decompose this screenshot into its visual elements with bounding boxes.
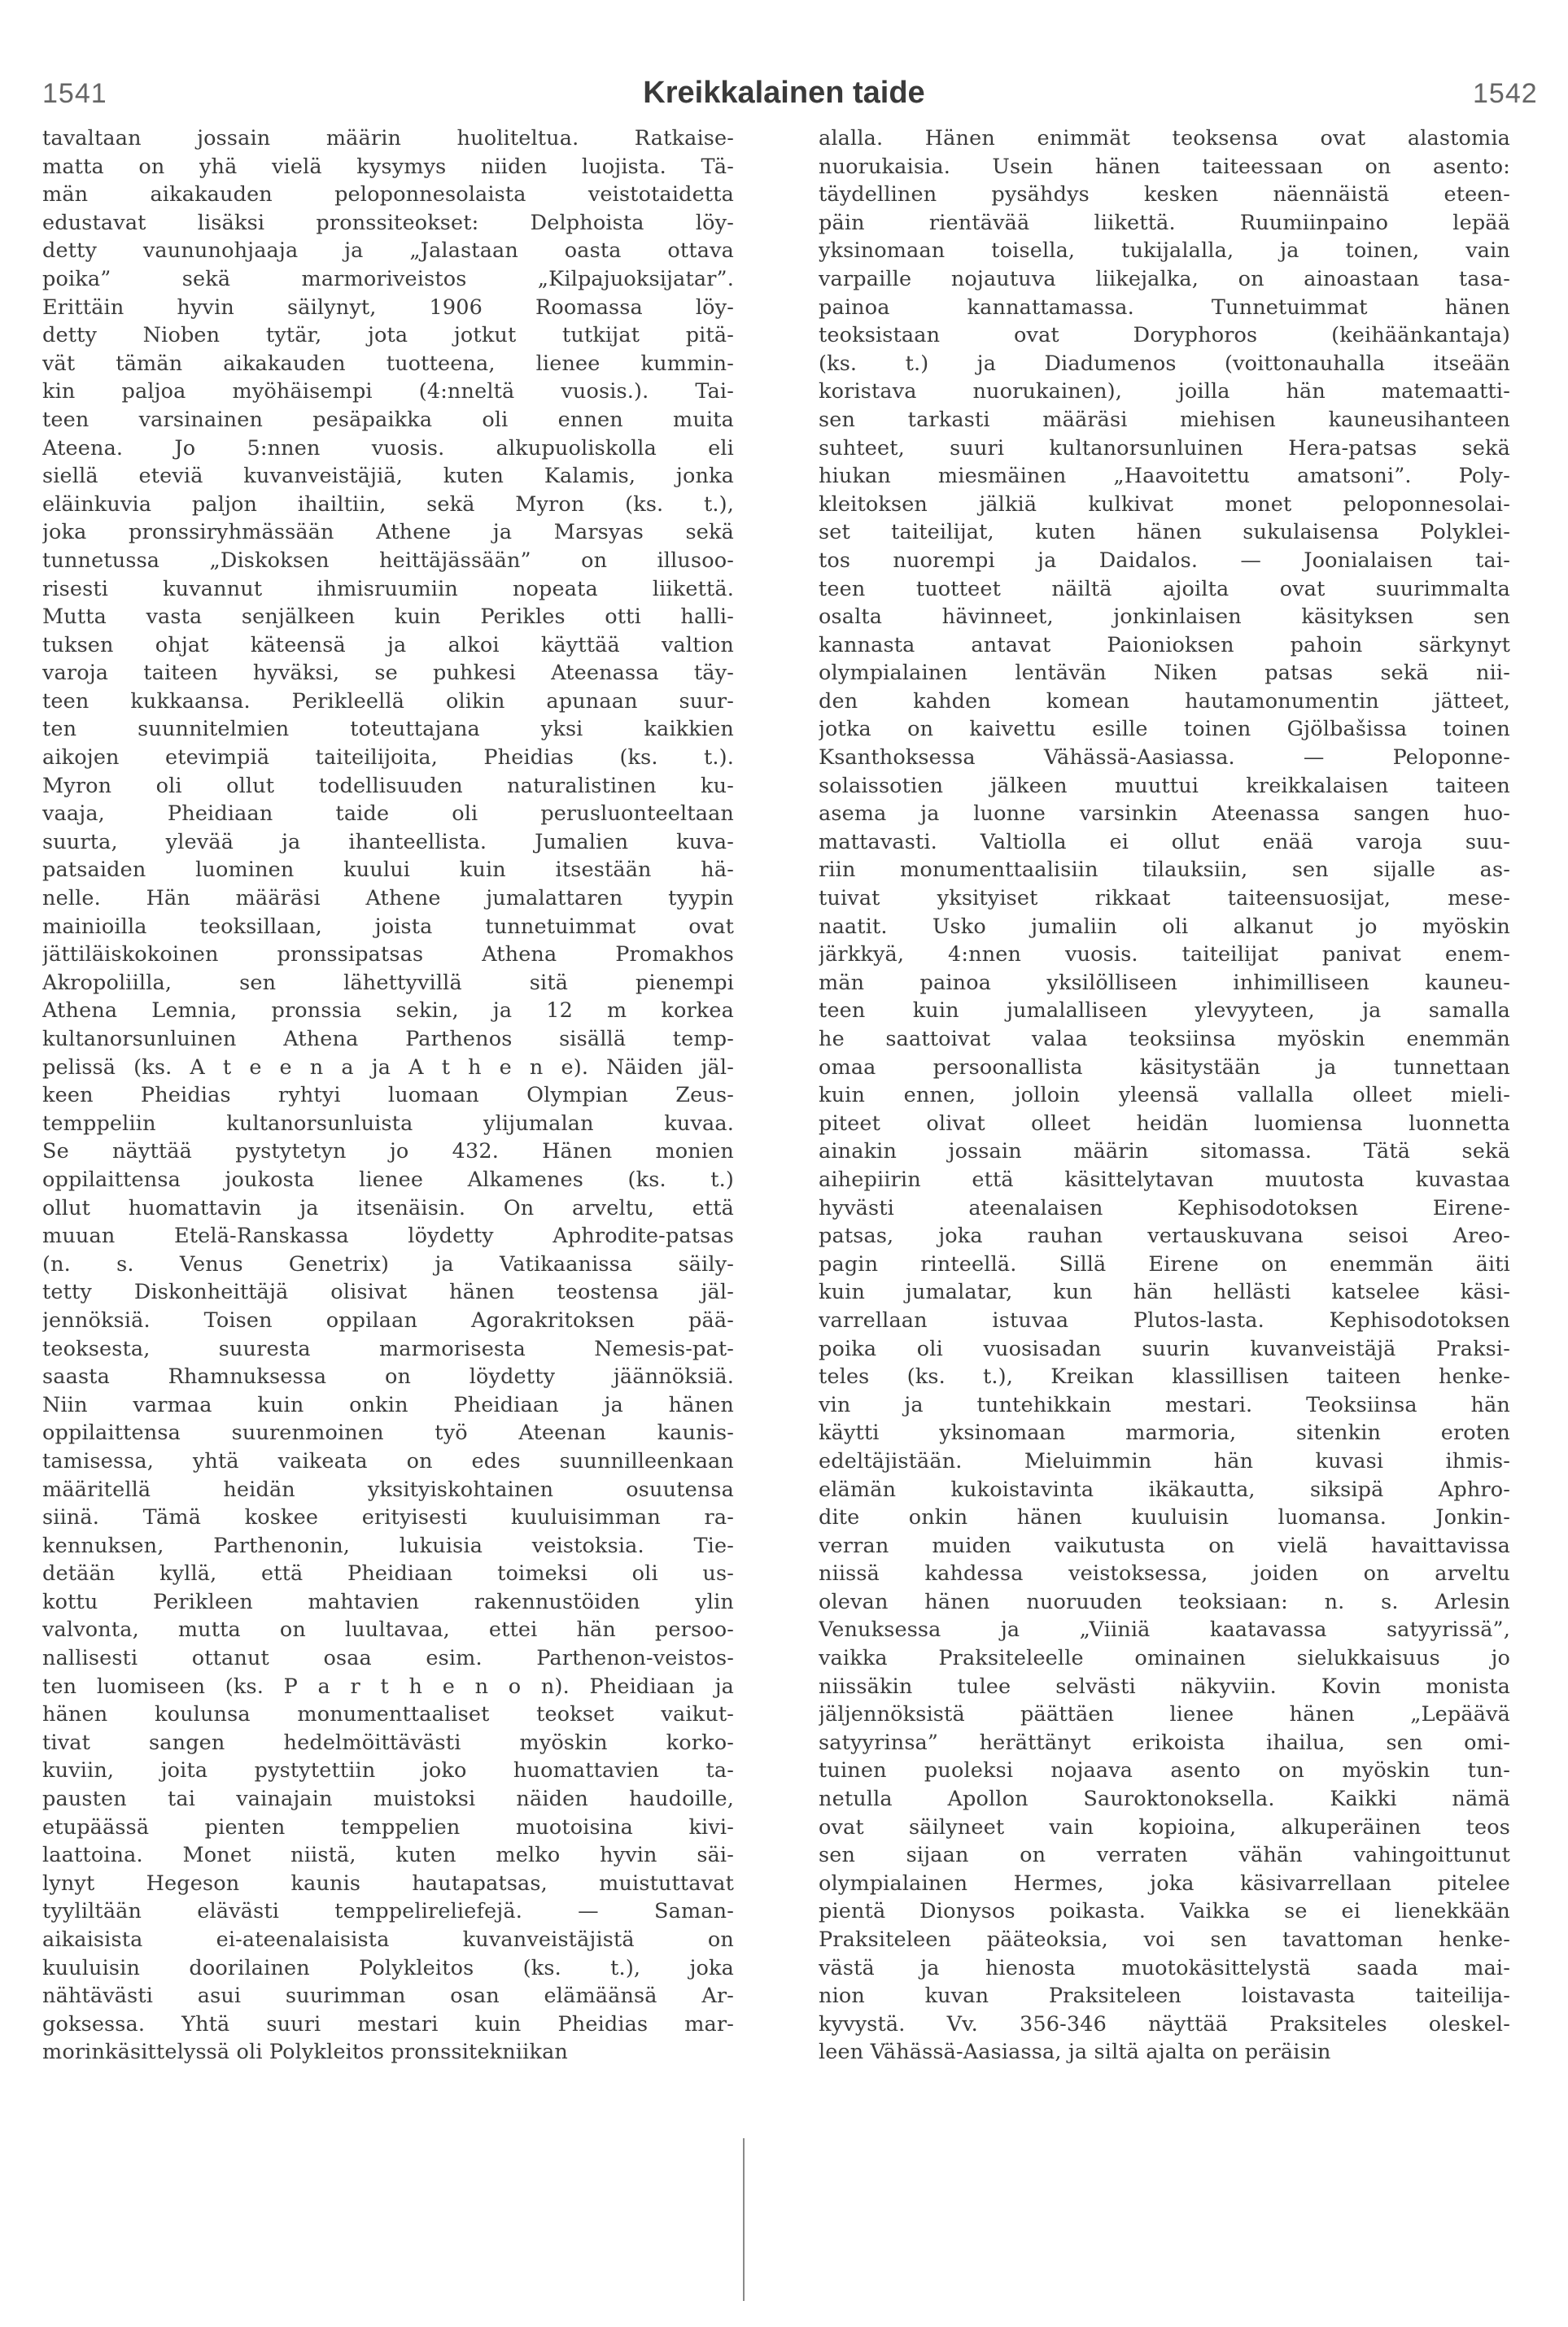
text-line: Athena Lemnia, pronssia sekin, ja 12 m korkea xyxy=(42,998,734,1024)
text-line: järkkyä, 4:nnen vuosis. taiteilijat panivat enem- xyxy=(819,942,1510,967)
text-line: vaikka Praksiteleelle ominainen sielukkaisuus jo xyxy=(819,1646,1510,1671)
text-line: verran muiden vaikutusta on vielä havaittavissa xyxy=(819,1533,1510,1558)
text-line: teen tuotteet näiltä ajoilta ovat suurimmalta xyxy=(819,576,1510,601)
text-line: eläinkuvia paljon ihailtiin, sekä Myron (ks. t.), xyxy=(42,491,734,517)
text-line: he saattoivat valaa teoksiinsa myöskin enemmän xyxy=(819,1027,1510,1051)
text-line: matta on yhä vielä kysymys niiden luojista. Tä- xyxy=(42,154,734,179)
text-line: kuviin, joita pystytettiin joko huomattavien ta- xyxy=(42,1758,734,1783)
text-line: oppilaittensa suurenmoinen työ Ateenan kaunis- xyxy=(42,1421,734,1446)
text-line: satyyrinsa” herättänyt erikoista ihailua, sen omi- xyxy=(819,1730,1510,1755)
text-line: ten suunnitelmien toteuttajana yksi kaikkien xyxy=(42,717,734,742)
text-line: tuivat yksityiset rikkaat taiteensuosijat, mese- xyxy=(819,886,1510,911)
text-line: olympialainen lentävän Niken patsas sekä nii- xyxy=(819,661,1510,686)
text-line: päin rientävää liikettä. Ruumiinpaino lepää xyxy=(819,210,1510,235)
text-line: tavaltaan jossain määrin huoliteltua. Ratkaise- xyxy=(42,126,734,151)
text-line: tetty Diskonheittäjä olisivat hänen teostensa jäl- xyxy=(42,1280,734,1305)
text-line: poika” sekä marmoriveistos „Kilpajuoksijatar”. xyxy=(42,266,734,291)
text-line: Praksiteleen pääteoksia, voi sen tavattoman henke- xyxy=(819,1928,1510,1952)
text-line: pientä Dionysos poikasta. Vaikka se ei lienekkään xyxy=(819,1899,1510,1924)
text-line: ainakin jossain määrin sitomassa. Tätä sekä xyxy=(819,1139,1510,1164)
text-line: tos nuorempi ja Daidalos. — Joonialaisen tai- xyxy=(819,548,1510,573)
text-line: mainioilla teoksillaan, joista tunnetuimmat ovat xyxy=(42,914,734,939)
text-line: teoksesta, suuresta marmorisesta Nemesis-pat- xyxy=(42,1336,734,1361)
text-line: patsaiden luominen kuului kuin itsestään hä- xyxy=(42,858,734,883)
text-line: hyvästi ateenalaisen Kephisodotoksen Eirene- xyxy=(819,1195,1510,1220)
text-line: valvonta, mutta on luultavaa, ettei hän persoo- xyxy=(42,1618,734,1643)
text-line: siinä. Tämä koskee erityisesti kuuluisimman ra- xyxy=(42,1505,734,1530)
text-line: yksinomaan toisella, tukijalalla, ja toinen, vain xyxy=(819,238,1510,264)
text-line: varpaille nojautuva liikejalka, on ainoastaan tasa- xyxy=(819,266,1510,291)
text-line: solaissotien jälkeen muuttui kreikkalaisen taiteen xyxy=(819,773,1510,798)
text-line: vaaja, Pheidiaan taide oli perusluonteeltaan xyxy=(42,801,734,827)
text-line: män painoa yksilölliseen inhimilliseen kauneu- xyxy=(819,970,1510,995)
text-line: kyvystä. Vv. 356-346 näyttää Praksiteles oleskel- xyxy=(819,2011,1510,2037)
text-line: Ksanthoksessa Vähässä-Aasiassa. — Peloponne- xyxy=(819,745,1510,771)
text-line: jotka on kaivettu esille toinen Gjölbašissa toinen xyxy=(819,717,1510,742)
text-line: jättiläiskokoinen pronssipatsas Athena Promakhos xyxy=(42,942,734,967)
text-line: leen Vähässä-Aasiassa, ja siltä ajalta on peräisin xyxy=(819,2040,1331,2065)
text-line: elämän kukoistavinta ikäkautta, siksipä Aphro- xyxy=(819,1477,1510,1502)
text-line: kuin ennen, jolloin yleensä vallalla olleet mieli- xyxy=(819,1083,1510,1108)
column-divider xyxy=(743,2138,745,2301)
text-line: goksessa. Yhtä suuri mestari kuin Pheidias mar- xyxy=(42,2011,734,2037)
text-line: oppilaittensa joukosta lienee Alkamenes (ks. t.) xyxy=(42,1167,734,1192)
text-line: hänen koulunsa monumenttaaliset teokset vaikut- xyxy=(42,1702,734,1727)
text-line: Mutta vasta senjälkeen kuin Perikles otti halli- xyxy=(42,605,734,630)
text-line: olevan hänen nuoruuden teoksiaan: n. s. Arlesin xyxy=(819,1589,1510,1614)
text-line: Myron oli ollut todellisuuden naturalistinen ku- xyxy=(42,773,734,798)
text-line: aikojen etevimpiä taiteilijoita, Pheidias (ks. t.). xyxy=(42,745,734,771)
text-line: ovat säilyneet vain kopioina, alkuperäinen teos xyxy=(819,1814,1510,1840)
text-line: teles (ks. t.), Kreikan klassillisen taiteen henke- xyxy=(819,1364,1510,1390)
text-line: määritellä heidän yksityiskohtainen osuutensa xyxy=(42,1477,734,1502)
text-line: pagin rinteellä. Sillä Eirene on enemmän äiti xyxy=(819,1251,1510,1277)
text-line: patsas, joka rauhan vertauskuvana seisoi Areo- xyxy=(819,1224,1510,1249)
text-line: Erittäin hyvin säilynyt, 1906 Roomassa löy- xyxy=(42,295,734,320)
text-line: laattoina. Monet niistä, kuten melko hyvin säi- xyxy=(42,1843,734,1868)
text-line: netulla Apollon Sauroktonoksella. Kaikki nämä xyxy=(819,1787,1510,1812)
text-line: teen varsinainen pesäpaikka oli ennen muita xyxy=(42,407,734,432)
text-line: teoksistaan ovat Doryphoros (keihäänkantaja) xyxy=(819,323,1510,348)
text-line: västä ja hienosta muotokäsittelystä saada mai- xyxy=(819,1955,1510,1980)
text-line: morinkäsittelyssä oli Polykleitos pronssitekniikan xyxy=(42,2040,568,2065)
text-line: Venuksessa ja „Viiniä kaatavassa satyyrissä”, xyxy=(819,1618,1510,1643)
text-line: alalla. Hänen enimmät teoksensa ovat alastomia xyxy=(819,126,1510,151)
text-line: teen kuin jumalalliseen ylevyyteen, ja samalla xyxy=(819,998,1510,1024)
text-line: lynyt Hegeson kaunis hautapatsas, muistuttavat xyxy=(42,1871,734,1896)
text-line: suurta, ylevää ja ihanteellista. Jumalien kuva- xyxy=(42,829,734,854)
text-line: sen tarkasti määräsi miehisen kauneusihanteen xyxy=(819,407,1510,432)
text-line: poika oli vuosisadan suurin kuvanveistäjä Praksi- xyxy=(819,1336,1510,1361)
text-line: nähtävästi asui suurimman osan elämäänsä Ar- xyxy=(42,1984,734,2009)
text-line: mattavasti. Valtiolla ei ollut enää varoja suu- xyxy=(819,829,1510,854)
text-line: nuorukaisia. Usein hänen taiteessaan on asento: xyxy=(819,154,1510,179)
text-line: kultanorsunluinen Athena Parthenos sisällä temp- xyxy=(42,1027,734,1051)
text-line: siellä eteviä kuvanveistäjiä, kuten Kalamis, jonka xyxy=(42,464,734,489)
text-line: dite onkin hänen kuuluisin luomansa. Jonkin- xyxy=(819,1505,1510,1530)
text-line: Niin varmaa kuin onkin Pheidiaan ja hänen xyxy=(42,1392,734,1417)
text-line: tamisessa, yhtä vaikeata on edes suunnilleenkaan xyxy=(42,1448,734,1473)
text-line: painoa kannattamassa. Tunnetuimmat hänen xyxy=(819,295,1510,320)
text-line: set taiteilijat, kuten hänen sukulaisensa Polyklei- xyxy=(819,520,1510,545)
text-line: joka pronssiryhmässään Athene ja Marsyas sekä xyxy=(42,520,734,545)
text-line: etupäässä pienten temppelien muotoisina kivi- xyxy=(42,1814,734,1840)
page-header xyxy=(0,0,1568,110)
text-line: saasta Rhamnuksessa on löydetty jäännöksiä. xyxy=(42,1364,734,1390)
text-line: kin paljoa myöhäisempi (4:nneltä vuosis.). Tai- xyxy=(42,379,734,404)
text-line: tunnetussa „Diskoksen heittäjässään” on illusoo- xyxy=(42,548,734,573)
text-line: sen sijaan on verraten vähän vahingoittunut xyxy=(819,1843,1510,1868)
page-number-left: 1541 xyxy=(42,78,107,109)
text-line: kennuksen, Parthenonin, lukuisia veistoksia. Tie- xyxy=(42,1533,734,1558)
text-line: riin monumenttaalisiin tilauksiin, sen sijalle as- xyxy=(819,858,1510,883)
text-line: (ks. t.) ja Diadumenos (voittonauhalla itseään xyxy=(819,351,1510,376)
text-line: ollut huomattavin ja itsenäisin. On arveltu, että xyxy=(42,1195,734,1220)
text-line: keen Pheidias ryhtyi luomaan Olympian Zeus- xyxy=(42,1083,734,1108)
text-line: omaa persoonallista käsitystään ja tunnettaan xyxy=(819,1054,1510,1080)
text-line: edustavat lisäksi pronssiteokset: Delphoista löy- xyxy=(42,210,734,235)
text-line: piteet olivat olleet heidän luomiensa luonnetta xyxy=(819,1111,1510,1136)
text-line: niissäkin tulee selvästi näkyviin. Kovin monista xyxy=(819,1674,1510,1699)
text-line: temppeliin kultanorsunluista ylijumalan kuvaa. xyxy=(42,1111,734,1136)
text-line: nelle. Hän määräsi Athene jumalattaren tyypin xyxy=(42,886,734,911)
text-line: aihepiirin että käsittelytavan muutosta kuvastaa xyxy=(819,1167,1510,1192)
text-line: tyyliltään elävästi temppelireliefejä. — Saman- xyxy=(42,1899,734,1924)
text-line: pausten tai vainajain muistoksi näiden haudoille, xyxy=(42,1787,734,1812)
text-line: Se näyttää pystytetyn jo 432. Hänen monien xyxy=(42,1139,734,1164)
text-line: muuan Etelä-Ranskassa löydetty Aphrodite-patsas xyxy=(42,1224,734,1249)
text-line: kuuluisin doorilainen Polykleitos (ks. t.), joka xyxy=(42,1955,734,1980)
text-line: naatit. Usko jumaliin oli alkanut jo myöskin xyxy=(819,914,1510,939)
text-line: täydellinen pysähdys kesken näennäistä eteen- xyxy=(819,182,1510,207)
text-line: detään kyllä, että Pheidiaan toimeksi oli us- xyxy=(42,1561,734,1587)
text-line: tuksen ohjat käteensä ja alkoi käyttää valtion xyxy=(42,632,734,657)
text-line: kuin jumalatar, kun hän hellästi katselee käsi- xyxy=(819,1280,1510,1305)
text-line: vät tämän aikakauden tuotteena, lienee kummin- xyxy=(42,351,734,376)
left-column xyxy=(42,124,734,2305)
text-line: koristava nuorukainen), joilla hän matemaatti- xyxy=(819,379,1510,404)
text-line: män aikakauden peloponnesolaista veistotaidetta xyxy=(42,182,734,207)
text-line: varrellaan istuvaa Plutos-lasta. Kephisodotoksen xyxy=(819,1308,1510,1333)
text-line: detty vaununohjaaja ja „Jalastaan oasta ottava xyxy=(42,238,734,264)
text-line: varoja taiteen hyväksi, se puhkesi Ateenassa täy- xyxy=(42,661,734,686)
text-line: käytti yksinomaan marmoria, sitenkin eroten xyxy=(819,1421,1510,1446)
text-line: hiukan miesmäinen „Haavoitettu amatsoni”. Poly- xyxy=(819,464,1510,489)
text-line: jäljennöksistä päättäen lienee hänen „Lepäävä xyxy=(819,1702,1510,1727)
text-line: risesti kuvannut ihmisruumiin nopeata liikettä. xyxy=(42,576,734,601)
text-line: kottu Perikleen mahtavien rakennustöiden ylin xyxy=(42,1589,734,1614)
text-line: edeltäjistään. Mieluimmin hän kuvasi ihmis- xyxy=(819,1448,1510,1473)
text-line: detty Nioben tytär, jota jotkut tutkijat pitä- xyxy=(42,323,734,348)
text-line: tivat sangen hedelmöittävästi myöskin korko- xyxy=(42,1730,734,1755)
text-line: Akropoliilla, sen lähettyvillä sitä pienempi xyxy=(42,970,734,995)
text-line: jennöksiä. Toisen oppilaan Agorakritoksen pää- xyxy=(42,1308,734,1333)
right-column xyxy=(819,124,1510,2305)
text-line: teen kukkaansa. Perikleellä olikin apunaan suur- xyxy=(42,688,734,714)
text-line: kleitoksen jälkiä kulkivat monet peloponnesolai- xyxy=(819,491,1510,517)
text-line: niissä kahdessa veistoksessa, joiden on arveltu xyxy=(819,1561,1510,1587)
text-line: tuinen puoleksi nojaava asento on myöskin tun- xyxy=(819,1758,1510,1783)
text-line: (n. s. Venus Genetrix) ja Vatikaanissa säily- xyxy=(42,1251,734,1277)
text-line: kannasta antavat Paionioksen pahoin särkynyt xyxy=(819,632,1510,657)
page-number-right: 1542 xyxy=(1473,78,1538,109)
text-line: osalta hävinneet, jonkinlaisen käsityksen sen xyxy=(819,605,1510,630)
text-line: suhteet, suuri kultanorsunluinen Hera-patsas sekä xyxy=(819,435,1510,461)
text-line: den kahden komean hautamonumentin jätteet, xyxy=(819,688,1510,714)
text-line: Ateena. Jo 5:nnen vuosis. alkupuoliskolla eli xyxy=(42,435,734,461)
text-line: aikaisista ei-ateenalaisista kuvanveistäjistä on xyxy=(42,1928,734,1952)
text-line: nallisesti ottanut osaa esim. Parthenon-veistos- xyxy=(42,1646,734,1671)
text-line: nion kuvan Praksiteleen loistavasta taiteilija- xyxy=(819,1984,1510,2009)
text-line: ten luomiseen (ks. P a r t h e n o n). Pheidiaan ja xyxy=(42,1674,734,1699)
text-line: asema ja luonne varsinkin Ateenassa sangen huo- xyxy=(819,801,1510,827)
page-title: Kreikkalainen taide xyxy=(643,76,925,110)
text-line: olympialainen Hermes, joka käsivarrellaan pitelee xyxy=(819,1871,1510,1896)
text-line: vin ja tuntehikkain mestari. Teoksiinsa hän xyxy=(819,1392,1510,1417)
text-line: pelissä (ks. A t e e n a ja A t h e n e). Näiden jäl- xyxy=(42,1054,734,1080)
